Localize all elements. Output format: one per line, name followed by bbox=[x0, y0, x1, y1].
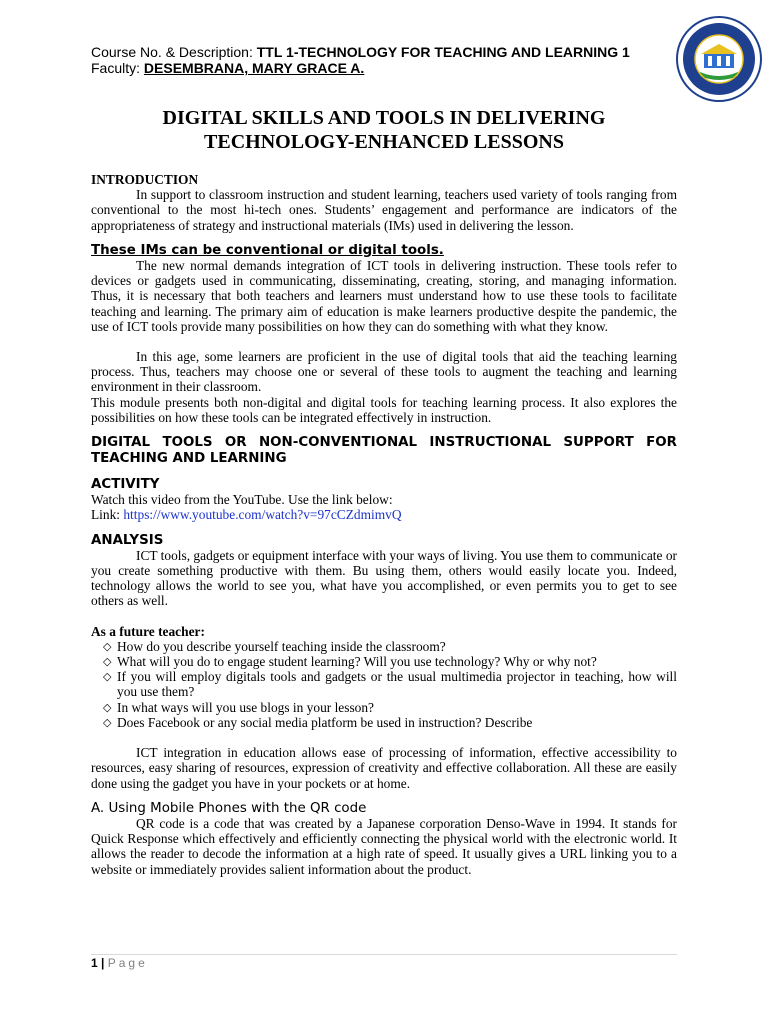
list-item: ◇ Does Facebook or any social media platform be used in instruction? Describe bbox=[103, 714, 533, 730]
footer-divider bbox=[91, 954, 677, 955]
list-item: ◇ If you will employ digitals tools and gadgets or the usual multimedia projector in teaching, how will you use them? bbox=[103, 669, 677, 700]
diamond-bullet-icon: ◇ bbox=[103, 670, 112, 684]
diamond-bullet-icon: ◇ bbox=[103, 700, 112, 714]
digital-tools-heading: DIGITAL TOOLS OR NON-CONVENTIONAL INSTRUCTIONAL SUPPORT FOR TEACHING AND LEARNING bbox=[91, 435, 677, 467]
diamond-bullet-icon: ◇ bbox=[103, 639, 112, 653]
faculty-line bbox=[91, 60, 691, 76]
list-item: ◇ What will you do to engage student learning? Will you use technology? Why or why not? bbox=[103, 654, 597, 670]
section-a-text: QR code is a code that was created by a Japanese corporation Denso-Wave in 1994. It stands for Quick Response which effectively and efficiently connecting the physical world with the electronic world. It allows the reader to decode the information at a high rate of speed. It usually gives a URL linking you to a website or immediately provides salient information about the product. bbox=[91, 815, 677, 877]
list-item: ◇ How do you describe yourself teaching inside the classroom? bbox=[103, 638, 446, 654]
ims-heading: These IMs can be conventional or digital tools. bbox=[91, 242, 444, 258]
ims-paragraph-3: This module presents both non-digital and digital tools for teaching learning process. It also explores the possibilities on how these tools can be integrated effectively in instruction. bbox=[91, 394, 677, 425]
college-seal-logo bbox=[676, 16, 762, 102]
document-title: DIGITAL SKILLS AND TOOLS IN DELIVERING TECHNOLOGY-ENHANCED LESSONS bbox=[162, 107, 606, 153]
faculty-value: DESEMBRANA, MARY GRACE A. bbox=[143, 60, 365, 76]
ict-integration-paragraph: ICT integration in education allows ease of processing of information, effective accessibility to resources, easy sharing of resources, expression of creativity and effective collaboration. All these are easily done using the gadget you have in your pockets or at home. bbox=[91, 745, 677, 791]
introduction-heading: INTRODUCTION bbox=[91, 172, 199, 187]
course-label: Course No. & Description: bbox=[91, 44, 257, 60]
diamond-bullet-icon: ◇ bbox=[103, 655, 112, 669]
page-word: Page bbox=[107, 956, 148, 970]
faculty-label: Faculty: bbox=[91, 60, 144, 76]
activity-link-line bbox=[91, 507, 677, 522]
section-a-heading: A. Using Mobile Phones with the QR code bbox=[91, 800, 367, 816]
ims-paragraph-2: In this age, some learners are proficient in the use of digital tools that aid the teaching learning process. Thus, teachers may choose one or several of these tools to augment the teaching and learning environment in their classroom. bbox=[91, 349, 677, 395]
ims-paragraph-1: The new normal demands integration of ICT tools in delivering instruction. These tools refer to devices or gadgets used in communicating, disseminating, creating, storing, and managing information. Thus, it is necessary that both teachers and learners must understand how to use these tools to facilitate teaching and learning. The primary aim of education is make learners productive despite the pandemic, the use of ICT tools provide many possibilities on how they can do something with what they know. bbox=[91, 258, 677, 334]
activity-heading: ACTIVITY bbox=[91, 477, 160, 493]
question-list bbox=[91, 639, 677, 730]
page-number: 1 bbox=[91, 956, 98, 970]
course-line bbox=[91, 44, 691, 60]
course-header bbox=[91, 44, 691, 76]
footer-separator: | bbox=[97, 956, 108, 970]
future-teacher-heading: As a future teacher: bbox=[91, 623, 205, 639]
list-item: ◇ In what ways will you use blogs in your lesson? bbox=[103, 699, 374, 715]
link-label: Link: bbox=[91, 507, 124, 523]
page-footer bbox=[91, 956, 148, 970]
page-content bbox=[91, 106, 677, 877]
activity-instruction: Watch this video from the YouTube. Use the link below: bbox=[91, 492, 393, 508]
course-value: TTL 1-TECHNOLOGY FOR TEACHING AND LEARNING 1 bbox=[256, 44, 630, 60]
analysis-heading: ANALYSIS bbox=[91, 532, 164, 548]
introduction-text: In support to classroom instruction and student learning, teachers used variety of tools ranging from conventional to the most hi-tech ones. Students’ engagement and performance are indicators of the appropriateness of strategy and instructional materials (IMs) used in delivering the lesson. bbox=[91, 187, 677, 233]
diamond-bullet-icon: ◇ bbox=[103, 715, 112, 729]
analysis-text: ICT tools, gadgets or equipment interface with your ways of living. You use them to communicate or you create something productive with them. Bu using them, others would easily locate you. Indeed, technology allows the world to see you, what have you accomplished, or even permits you to get to see others as well. bbox=[91, 547, 677, 609]
youtube-link[interactable]: https://www.youtube.com/watch?v=97cCZdmimvQ bbox=[123, 507, 402, 523]
